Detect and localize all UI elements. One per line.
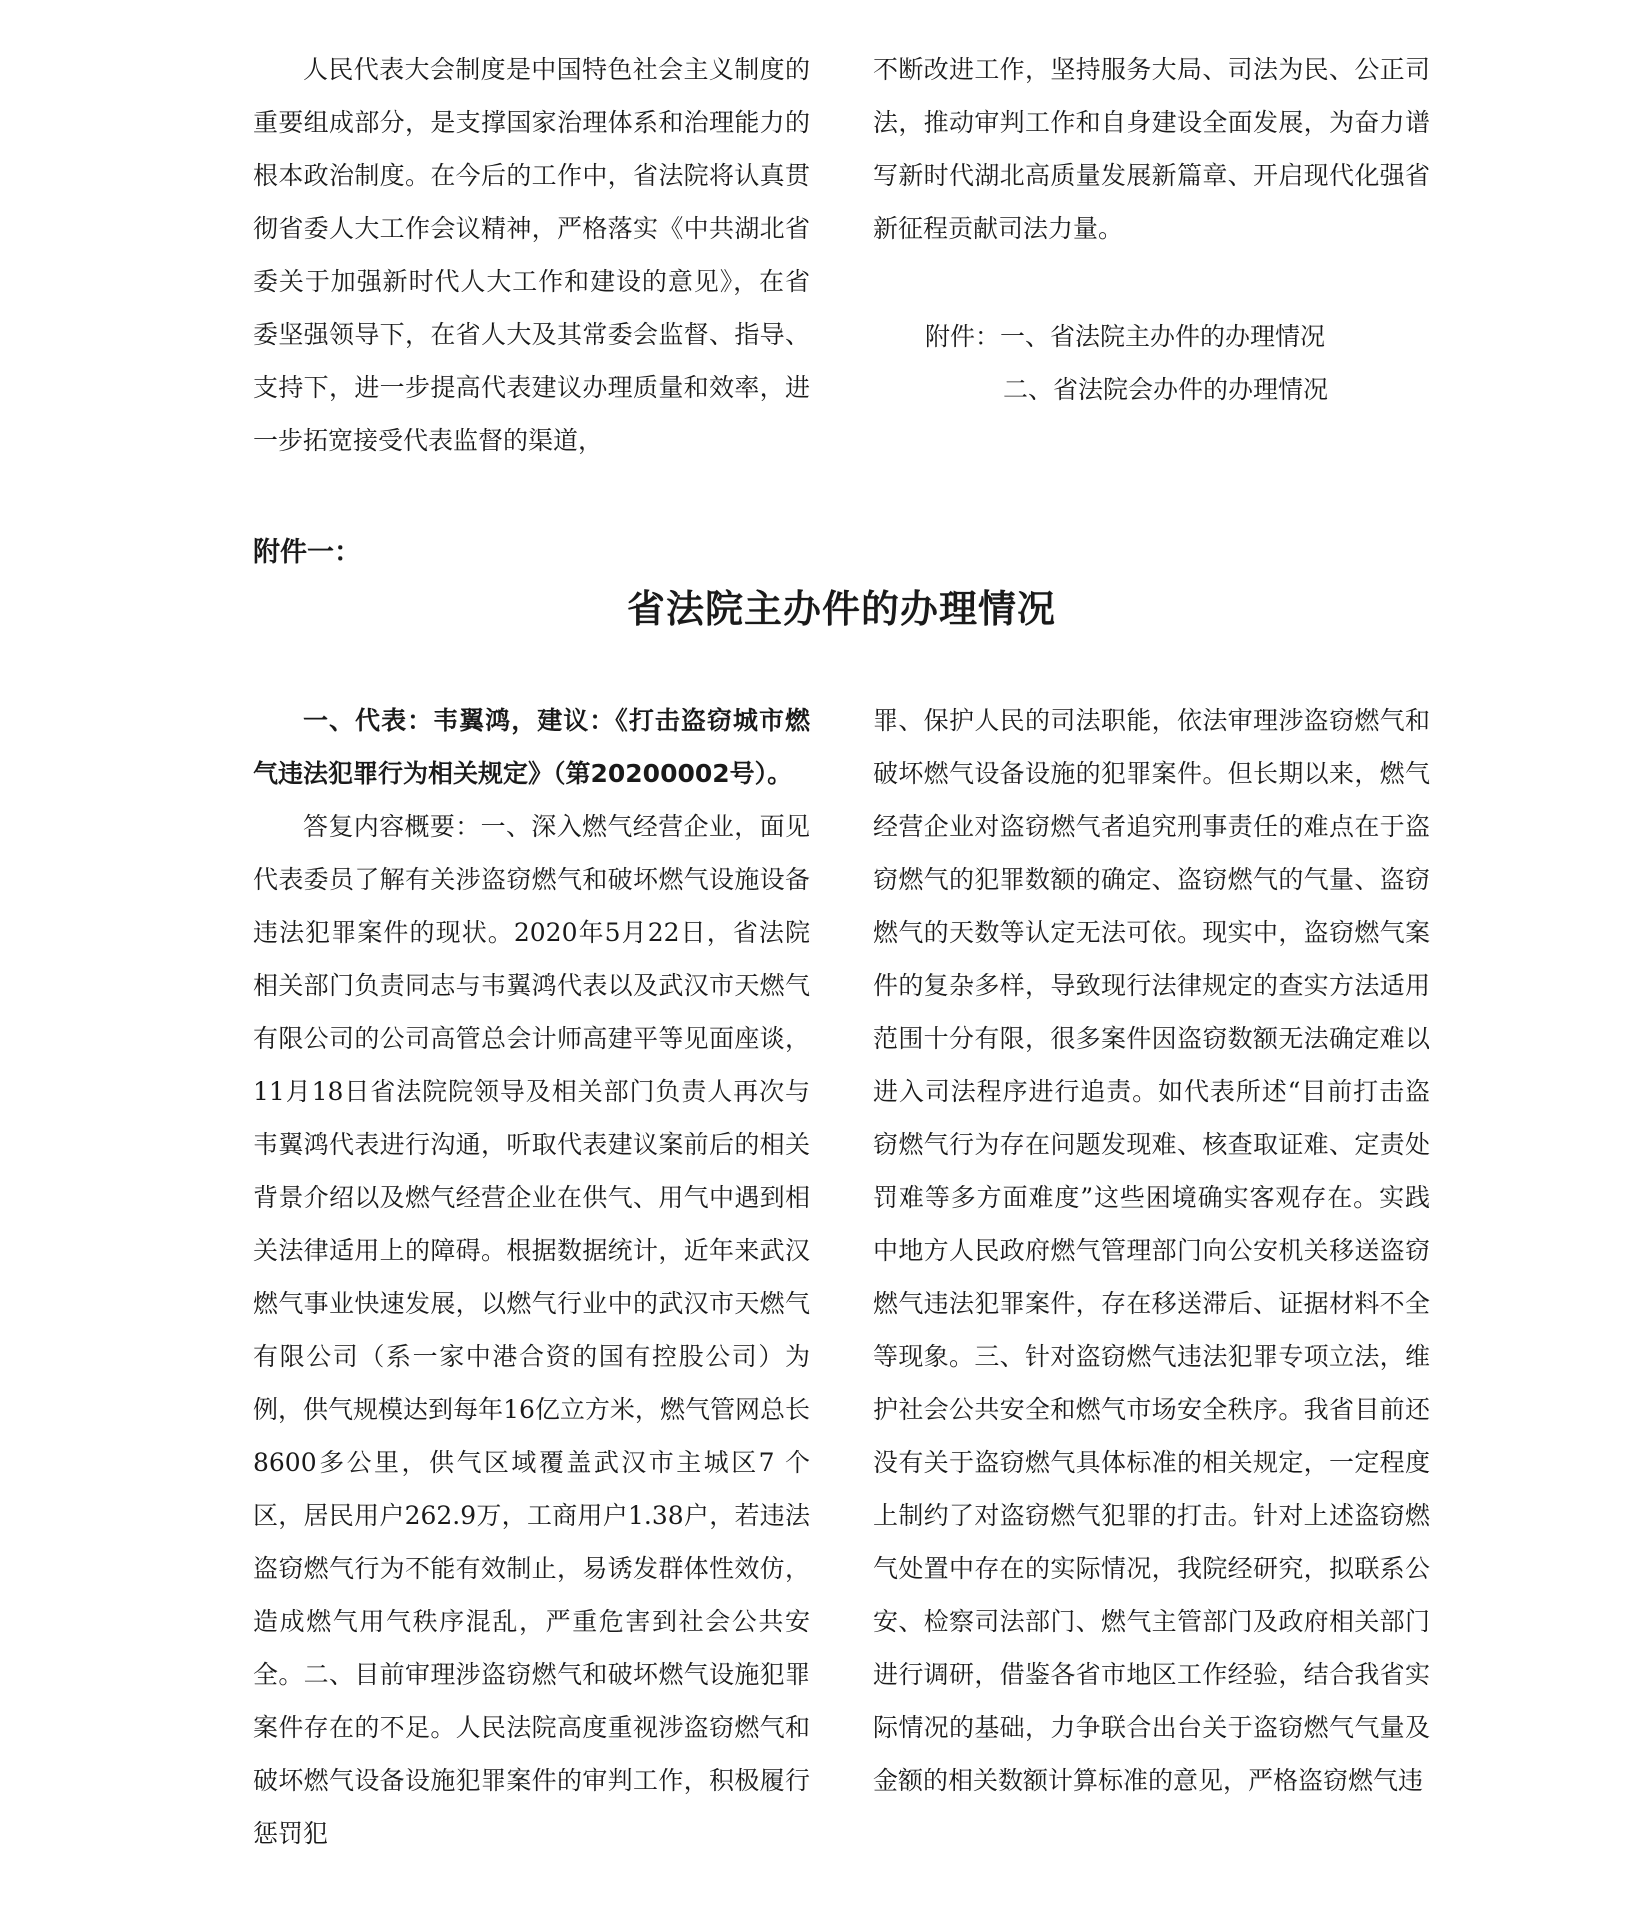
appendix-title: 省法院主办件的办理情况 (626, 586, 1056, 631)
item1-body-right: 罪、保护人民的司法职能，依法审理涉盗窃燃气和破坏燃气设备设施的犯罪案件。但长期以来，燃气经营企业对盗窃燃气者追究刑事责任的难点在于盗窃燃气的犯罪数额的确定、盗窃燃气的气量、盗窃燃气的天数等认定无法可依。现实中，盗窃燃气案件的复杂多样，导致现行法律规定的查实方法适用范围十分有限，很多案件因盗窃数额无法确定难以进入司法程序进行追责。如代表所述“目前打击盗窃燃气行为存在问题发现难、核查取证难、定责处罚难等多方面难度”这些困境确实客观存在。实践中地方人民政府燃气管理部门向公安机关移送盗窃燃气违法犯罪案件，存在移送滞后、证据材料不全等现象。三、针对盗窃燃气违法犯罪专项立法，维护社会公共安全和燃气市场安全秩序。我省目前还没有关于盗窃燃气具体标准的相关规定，一定程度上制约了对盗窃燃气犯罪的打击。针对上述盗窃燃气处置中存在的实际情况，我院经研究，拟联系公安、检察司法部门、燃气主管部门及政府相关部门进行调研，借鉴各省市地区工作经验，结合我省实际情况的基础，力争联合出台关于盗窃燃气气量及金额的相关数额计算标准的意见，严格盗窃燃气违 (873, 706, 1430, 1795)
closing-text-left: 人民代表大会制度是中国特色社会主义制度的重要组成部分，是支撑国家治理体系和治理能力的根本政治制度。在今后的工作中，省法院将认真贯彻省委人大工作会议精神，严格落实《中共湖北省委关于加强新时代人大工作和建设的意见》，在省委坚强领导下，在省人大及其常委会监督、指导、支持下，进一步提高代表建议办理质量和效率，进一步拓宽接受代表监督的渠道， (253, 55, 810, 455)
item1-column-right (873, 694, 1430, 1807)
item1-heading: 一、代表：韦翼鸿，建议：《打击盗窃城市燃气违法犯罪行为相关规定》（第20200002号）。 (253, 706, 810, 788)
closing-text-right: 不断改进工作，坚持服务大局、司法为民、公正司法，推动审判工作和自身建设全面发展，为奋力谱写新时代湖北高质量发展新篇章、开启现代化强省新征程贡献司法力量。 (873, 55, 1430, 243)
item1-body-left: 答复内容概要：一、深入燃气经营企业，面见代表委员了解有关涉盗窃燃气和破坏燃气设施设备违法犯罪案件的现状。2020年5月22日，省法院相关部门负责同志与韦翼鸿代表以及武汉市天燃气有限公司的公司高管总会计师高建平等见面座谈，11月18日省法院院领导及相关部门负责人再次与韦翼鸿代表进行沟通，听取代表建议案前后的相关背景介绍以及燃气经营企业在供气、用气中遇到相关法律适用上的障碍。根据数据统计，近年来武汉燃气事业快速发展，以燃气行业中的武汉市天燃气有限公司（系一家中港合资的国有控股公司）为例，供气规模达到每年16亿立方米，燃气管网总长8600多公里，供气区域覆盖武汉市主城区7 个区，居民用户262.9万，工商用户1.38户，若违法盗窃燃气行为不能有效制止，易诱发群体性效仿，造成燃气用气秩序混乱，严重危害到社会公共安全。二、目前审理涉盗窃燃气和破坏燃气设施犯罪案件存在的不足。人民法院高度重视涉盗窃燃气和破坏燃气设备设施犯罪案件的审判工作，积极履行惩罚犯 (253, 812, 810, 1848)
closing-paragraph-right (873, 43, 1430, 255)
closing-paragraph-left (253, 43, 810, 467)
attachment-line-2: 二、省法院会办件的办理情况 (1003, 375, 1329, 404)
attachment-line-1: 附件：一、省法院主办件的办理情况 (925, 322, 1326, 351)
attachment-list (873, 310, 1430, 416)
appendix-label: 附件一： (253, 537, 361, 568)
item1-column-left (253, 694, 810, 1860)
